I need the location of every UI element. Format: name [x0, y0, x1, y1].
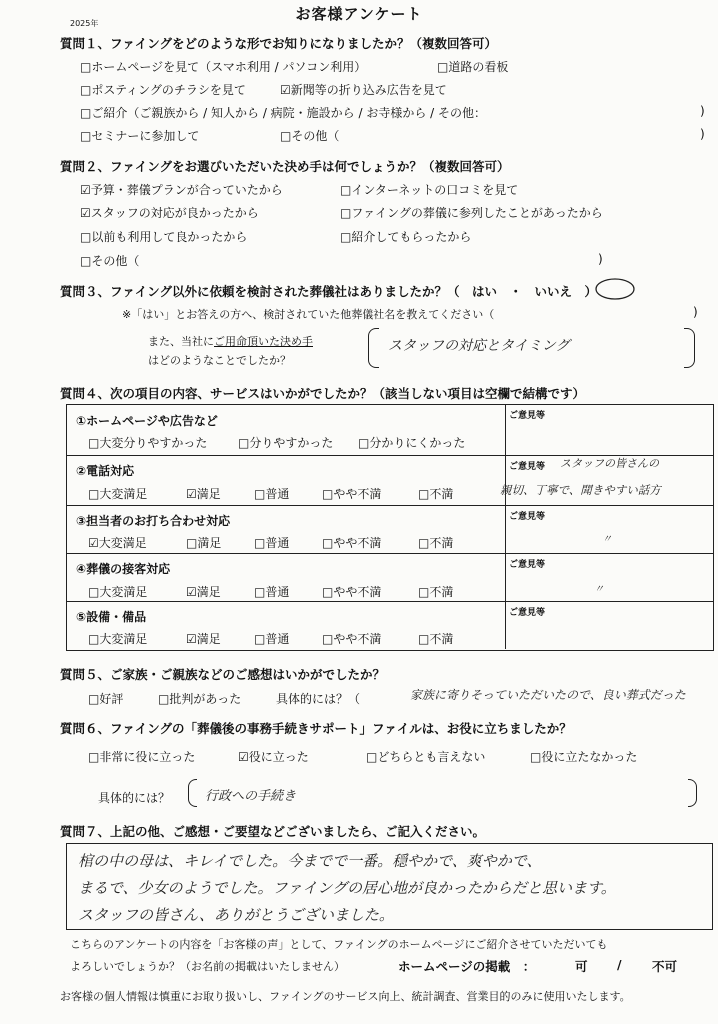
q3-question: 質問３、ファイング以外に依頼を検討された葬儀社はありましたか？（ はい ・ いいえ ） [60, 284, 598, 299]
footer-ask-line-2: よろしいでしょうか？（お名前の掲載はいたしません） [70, 960, 345, 973]
q1-option-signboard[interactable]: □道路の看板 [437, 60, 509, 74]
q4-row-meeting-option-1[interactable]: ☑大変満足 [88, 536, 147, 550]
q4-row-phone-remark-label: ご意見等 [509, 462, 546, 472]
q4-row-phone-title: ②電話対応 [76, 464, 135, 478]
q3-iie-circle [595, 278, 635, 300]
q1-option-newspaper[interactable]: ☑新聞等の折り込み広告を見て [280, 83, 447, 97]
q4-row-service-option-3[interactable]: □普通 [254, 585, 290, 599]
q2-option-staff[interactable]: ☑スタッフの対応が良かったから [80, 206, 259, 220]
footer-slash: / [617, 957, 622, 972]
q6-option-useful[interactable]: ☑役に立った [238, 750, 309, 764]
q6-answer-bracket-right [688, 779, 697, 807]
q4-row-phone-remark-2[interactable]: 親切、丁寧で、聞きやすい話方 [500, 483, 661, 497]
q4-row-service-option-4[interactable]: □やや不満 [322, 585, 382, 599]
q4-row-meeting-remark[interactable]: 〃 [602, 534, 612, 545]
q6-answer[interactable]: 行政への手続き [205, 789, 297, 804]
q4-row-homepage-option-1[interactable]: □大変分りやすかった [88, 436, 208, 450]
q6-detail-label: 具体的には？ [98, 791, 171, 805]
q5-option-criticism[interactable]: □批判があった [158, 692, 242, 706]
q6-option-not-useful[interactable]: □役に立たなかった [530, 750, 638, 764]
q3-answer-bracket-left [368, 328, 379, 368]
q5-detail-label: 具体的には？（ [276, 692, 361, 706]
q4-row-meeting-option-4[interactable]: □やや不満 [322, 536, 382, 550]
q4-row-homepage-remark-label: ご意見等 [509, 411, 546, 421]
q2-option-budget[interactable]: ☑予算・葬儀プランが合っていたから [80, 183, 283, 197]
q3-also-label: また、当社にご用命頂いた決め手 [148, 335, 313, 348]
year-label: 2025年 [70, 19, 99, 28]
q7-question: 質問７、上記の他、ご感想・ご要望などございましたら、ご記入ください。 [60, 824, 486, 839]
q2-option-used-before[interactable]: □以前も利用して良かったから [80, 230, 248, 244]
q2-option-attended[interactable]: □ファイングの葬儀に参列したことがあったから [340, 206, 603, 220]
q6-question: 質問６、ファイングの「葬儀後の事務手続きサポート」ファイルは、お役に立ちましたか？ [60, 721, 572, 736]
q4-row-service-remark-label: ご意見等 [509, 560, 546, 570]
q4-row-service-option-5[interactable]: □不満 [418, 585, 454, 599]
q4-row-service-remark[interactable]: 〃 [594, 584, 604, 595]
q1-option-referral[interactable]: □ご紹介（ご親族から / 知人から / 病院・施設から / お寺様から / その他： [80, 106, 487, 120]
q7-comment-line-2: まるで、少女のようでした。ファイングの居心地が良かったからだと思います。 [78, 879, 616, 897]
q4-row-service-title: ④葬儀の接客対応 [76, 562, 171, 576]
q4-row-phone-option-5[interactable]: □不満 [418, 487, 454, 501]
footer-privacy-note: お客様の個人情報は慎重にお取り扱いし、ファイングのサービス向上、統計調査、営業目的のみに使用いたします。 [60, 990, 631, 1003]
footer-option-ok[interactable]: 可 [575, 959, 588, 974]
q7-comment-line-1: 棺の中の母は、キレイでした。今までで一番。穏やかで、爽やかで、 [78, 852, 542, 870]
q4-row-homepage-option-3[interactable]: □分かりにくかった [358, 436, 466, 450]
q4-row-phone-option-4[interactable]: □やや不満 [322, 487, 382, 501]
q4-row-facility-option-5[interactable]: □不満 [418, 632, 454, 646]
q4-row-phone-remark[interactable]: スタッフの皆さんの [560, 457, 659, 470]
q3-answer-bracket-right [684, 328, 695, 368]
q4-row-meeting-option-5[interactable]: □不満 [418, 536, 454, 550]
q4-row-service-option-2[interactable]: ☑満足 [186, 585, 221, 599]
q2-option-other[interactable]: □その他（ [80, 254, 140, 268]
q6-option-neutral[interactable]: □どちらとも言えない [366, 750, 486, 764]
q4-table-divider [505, 404, 506, 649]
q1-option-other[interactable]: □その他（ [280, 129, 340, 143]
q3-note-close-paren: ) [693, 305, 698, 319]
page-title: お客様アンケート [295, 5, 423, 23]
q4-row-homepage-option-2[interactable]: □分りやすかった [238, 436, 334, 450]
q7-comment-line-3: スタッフの皆さん、ありがとうございました。 [78, 906, 394, 924]
q5-answer[interactable]: 家族に寄りそっていただいたので、良い葬式だった [410, 688, 686, 702]
footer-option-ng[interactable]: 不可 [652, 959, 678, 974]
q3-answer[interactable]: スタッフの対応とタイミング [388, 338, 570, 354]
q4-row-phone-option-1[interactable]: □大変満足 [88, 487, 148, 501]
q3-note: ※「はい」とお答えの方へ、検討されていた他葬儀社名を教えてください（ [122, 308, 495, 321]
q1-question: 質問１、ファイングをどのような形でお知りになりましたか？（複数回答可） [60, 36, 498, 51]
q4-question: 質問４、次の項目の内容、サービスはいかがでしたか？（該当しない項目は空欄で結構です） [60, 386, 586, 401]
q2-other-close-paren: ) [598, 252, 603, 266]
q2-question: 質問２、ファイングをお選びいただいた決め手は何でしょうか？（複数回答可） [60, 159, 510, 174]
q6-answer-bracket-left [188, 779, 197, 807]
q4-row-facility-option-2[interactable]: ☑満足 [186, 632, 221, 646]
q2-option-reviews[interactable]: □インターネットの口コミを見て [340, 183, 519, 197]
q4-row-meeting-title: ③担当者のお打ち合わせ対応 [76, 514, 231, 528]
q4-row-facility-title: ⑤設備・備品 [76, 610, 147, 624]
q3-also-label-2: はどのようなことでしたか？ [148, 354, 291, 367]
q4-row-facility-option-4[interactable]: □やや不満 [322, 632, 382, 646]
q4-row-facility-option-3[interactable]: □普通 [254, 632, 290, 646]
q2-option-introduced[interactable]: □紹介してもらったから [340, 230, 472, 244]
q1-other-close-paren: ) [700, 127, 705, 141]
q4-row-phone-option-3[interactable]: □普通 [254, 487, 290, 501]
q4-row-phone-option-2[interactable]: ☑満足 [186, 487, 221, 501]
q1-option-homepage[interactable]: □ホームページを見て（スマホ利用 / パソコン利用） [80, 60, 367, 74]
q4-row-service-option-1[interactable]: □大変満足 [88, 585, 148, 599]
q5-option-good[interactable]: □好評 [88, 692, 124, 706]
q4-row-meeting-option-3[interactable]: □普通 [254, 536, 290, 550]
q5-question: 質問５、ご家族・ご親族などのご感想はいかがでしたか？ [60, 667, 386, 682]
q4-row-homepage-title: ①ホームページや広告など [76, 414, 218, 428]
q4-row-facility-remark-label: ご意見等 [509, 608, 546, 618]
q1-option-posting[interactable]: □ポスティングのチラシを見て [80, 83, 246, 97]
q4-row-facility-option-1[interactable]: □大変満足 [88, 632, 148, 646]
q1-referral-close-paren: ) [700, 104, 705, 118]
q4-row-meeting-remark-label: ご意見等 [509, 512, 546, 522]
footer-ask-line-1: こちらのアンケートの内容を「お客様の声」として、ファイングのホームページにご紹介させていただいても [70, 938, 608, 951]
q1-option-seminar[interactable]: □セミナーに参加して [80, 129, 200, 143]
q6-option-very-useful[interactable]: □非常に役に立った [88, 750, 196, 764]
q4-row-meeting-option-2[interactable]: □満足 [186, 536, 222, 550]
footer-hp-label: ホームページの掲載 ： [398, 959, 536, 974]
